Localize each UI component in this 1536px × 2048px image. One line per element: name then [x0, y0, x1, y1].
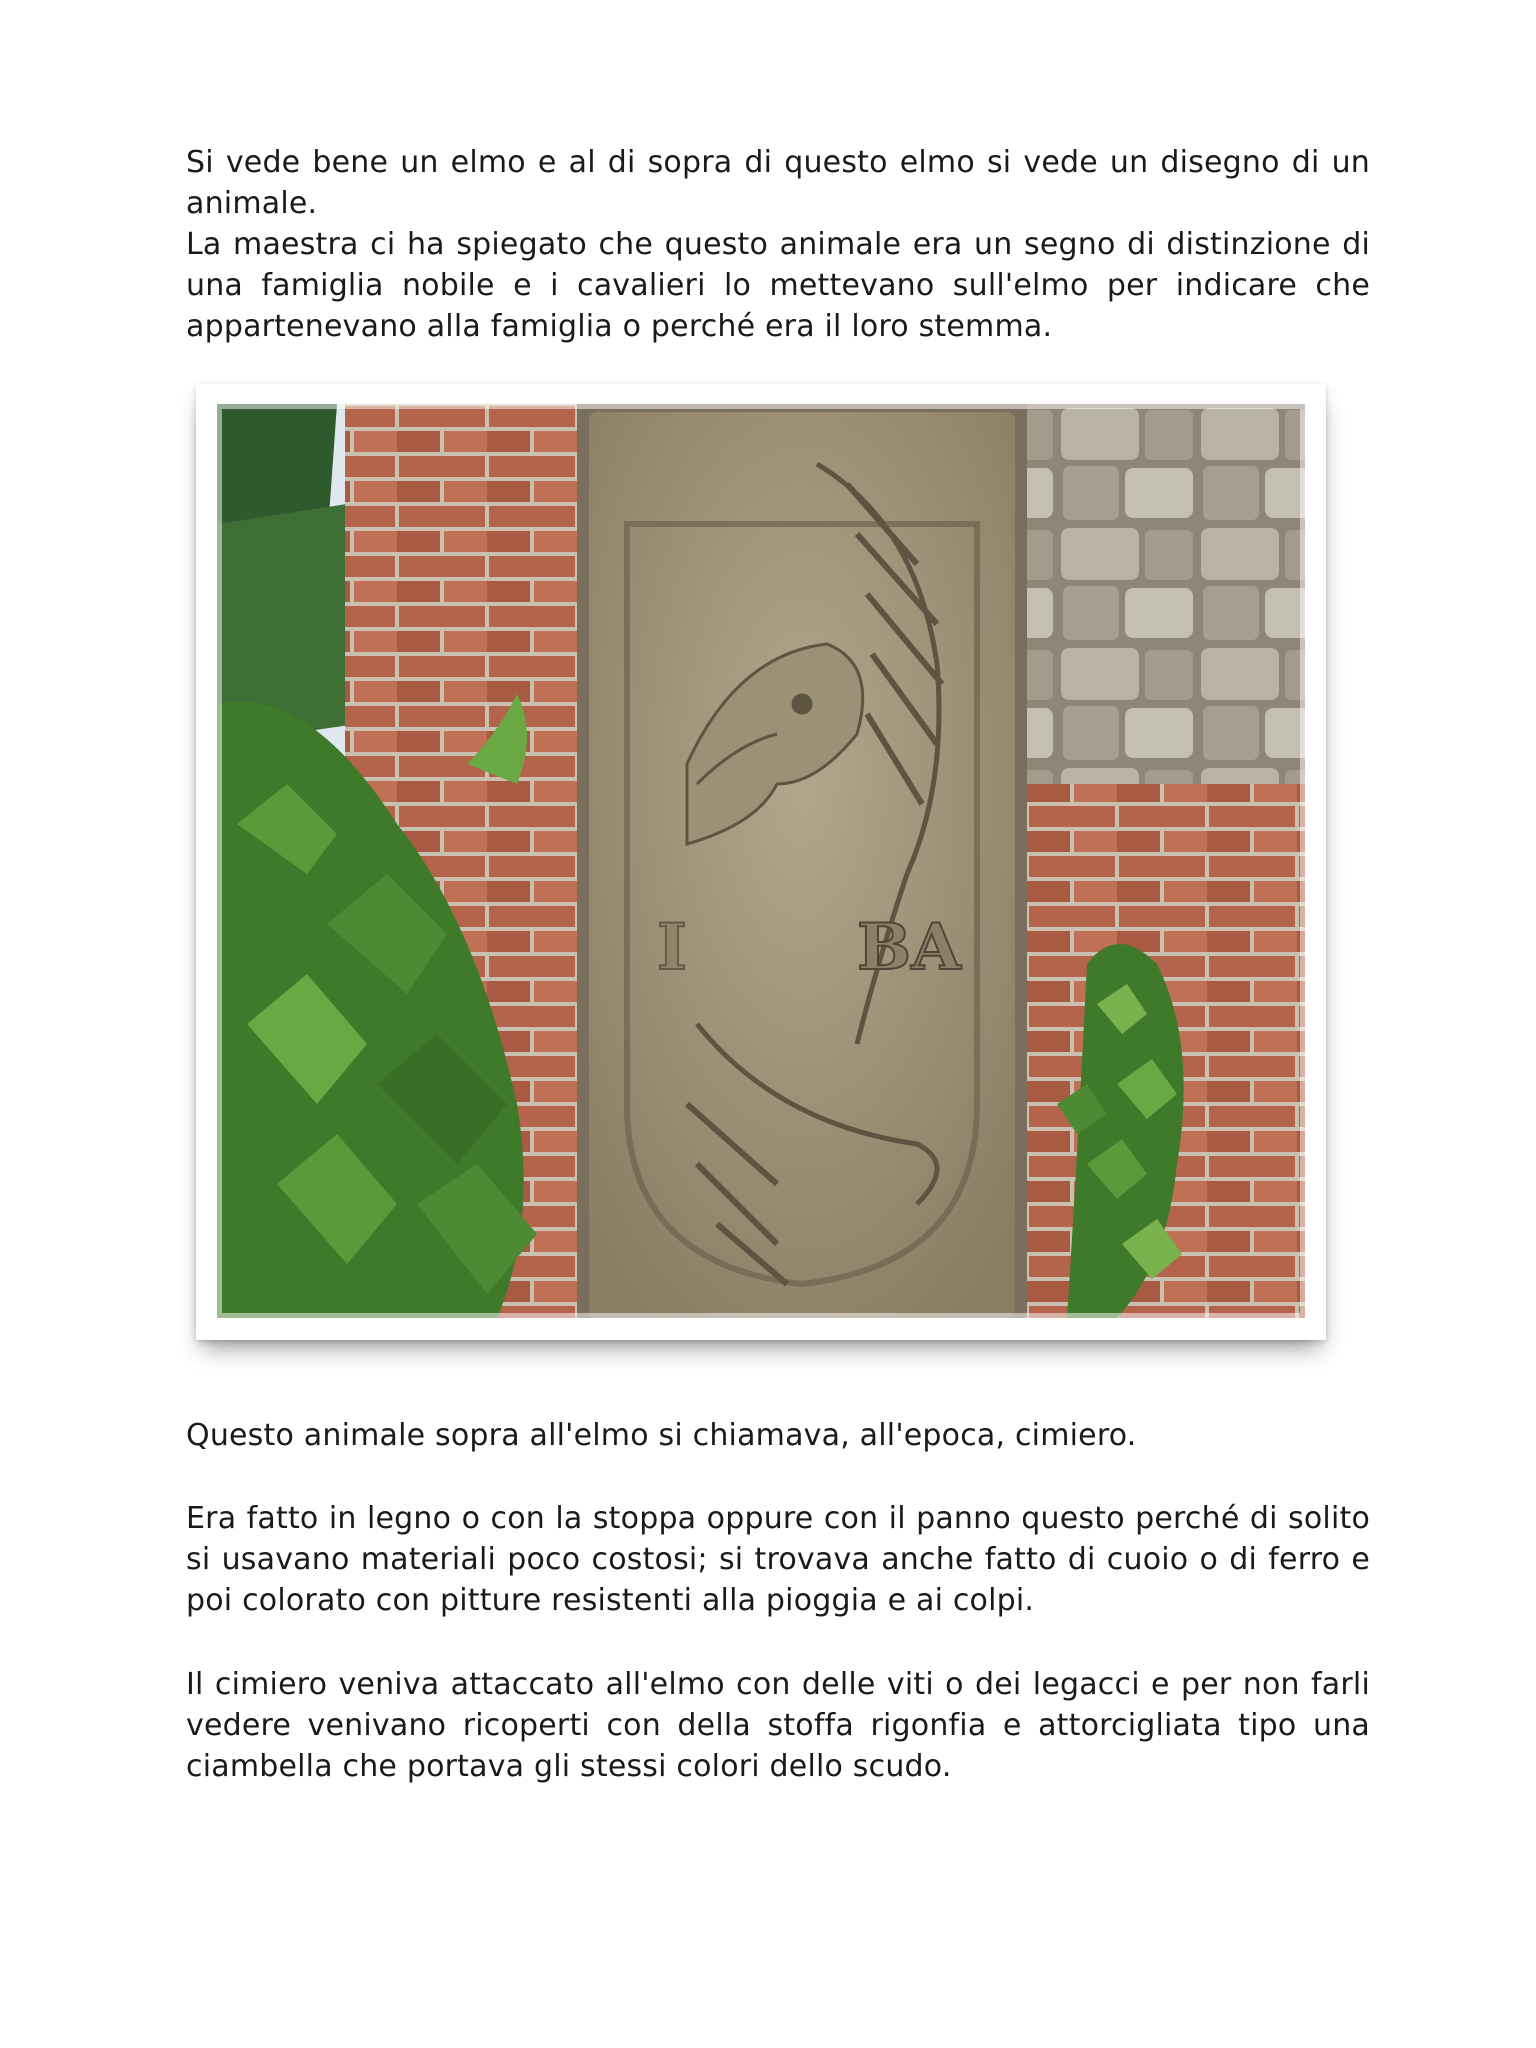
section-3-text: [186, 1664, 1370, 1787]
section-3-paragraph: Il cimiero veniva attaccato all'elmo con delle viti o dei legacci e per non farli vedere venivano ricoperti con della stoffa rigonfia e attorcigliata tipo una ciambella che portava gli stessi colori dello scudo.: [186, 1667, 1370, 1784]
carved-letters: BA: [857, 910, 961, 985]
section-1-text: [186, 1415, 1370, 1456]
intro-paragraph-1: Si vede bene un elmo e al di sopra di questo elmo si vede un disegno di un animale.: [186, 145, 1370, 221]
stone-plaque: [589, 412, 1015, 1318]
photo-frame: [196, 384, 1326, 1340]
crest-photo: [217, 404, 1305, 1318]
intro-text: [186, 142, 1370, 347]
section-2-paragraph: Era fatto in legno o con la stoppa oppure con il panno questo perché di solito si usavano materiali poco costosi; si trovava anche fatto di cuoio o di ferro e poi colorato con pitture resistenti alla pioggia e ai colpi.: [186, 1501, 1370, 1618]
section-1-paragraph: Questo animale sopra all'elmo si chiamava, all'epoca, cimiero.: [186, 1418, 1137, 1453]
crest-photo-illustration: [217, 404, 1305, 1318]
intro-paragraph-2: La maestra ci ha spiegato che questo animale era un segno di distinzione di una famiglia nobile e i cavalieri lo mettevano sull'elmo per indicare che appartenevano alla famiglia o perché era il loro stemma.: [186, 227, 1370, 344]
section-2-text: [186, 1498, 1370, 1621]
svg-text:I: I: [657, 910, 687, 985]
stone-wall-right: [1017, 404, 1305, 784]
